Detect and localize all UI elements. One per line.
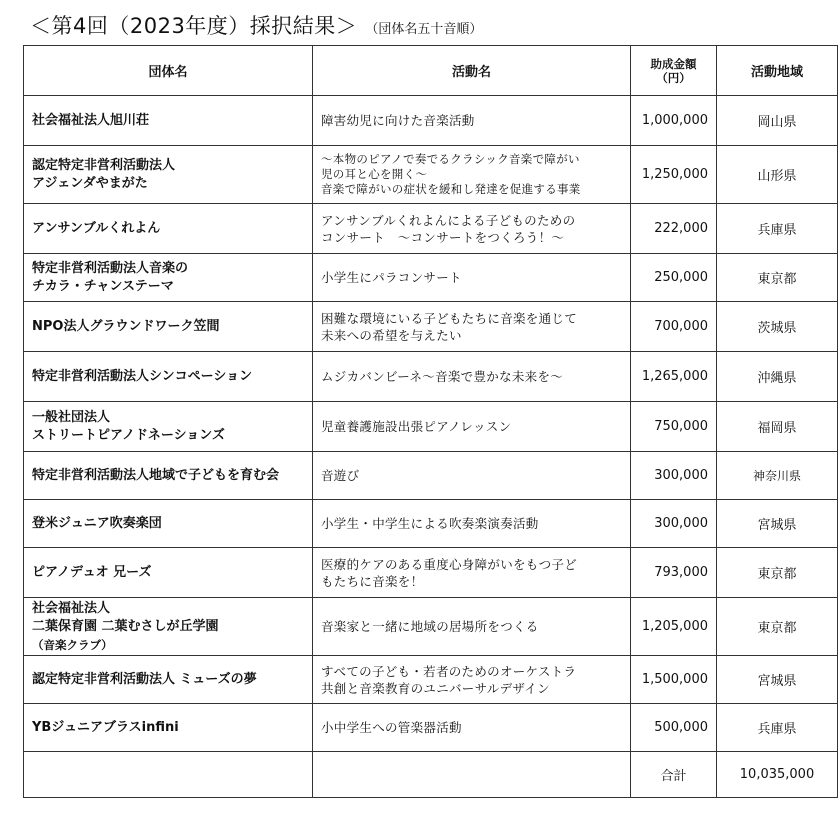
activity-line: 小学生・中学生による吹奏楽演奏活動 (321, 516, 539, 531)
table-row (24, 254, 838, 302)
org-name-line: 認定特定非営利活動法人 (32, 157, 176, 173)
region-cell: 宮城県 (717, 500, 838, 548)
table-row (24, 548, 838, 598)
region-cell: 東京都 (717, 254, 838, 302)
amount-cell: 300,000 (631, 452, 717, 500)
table-row (24, 352, 838, 402)
activity-cell (313, 548, 631, 598)
region-cell: 沖縄県 (717, 352, 838, 402)
amount-cell: 500,000 (631, 704, 717, 752)
amount-cell: 1,205,000 (631, 598, 717, 656)
page-header (30, 10, 482, 40)
activity-line: 音遊び (321, 468, 360, 483)
table-row (24, 204, 838, 254)
region-cell: 兵庫県 (717, 204, 838, 254)
activity-line: 小中学生への管楽器活動 (321, 720, 462, 735)
amount-cell: 1,265,000 (631, 352, 717, 402)
org-name-line: 社会福祉法人 (32, 600, 111, 616)
org-name-line: 特定非営利活動法人地域で子どもを育む会 (32, 467, 280, 483)
region-cell: 茨城県 (717, 302, 838, 352)
org-name-sub: （音楽クラブ） (32, 637, 113, 652)
region-cell: 山形県 (717, 146, 838, 204)
region-cell: 兵庫県 (717, 704, 838, 752)
activity-line: すべての子ども・若者のためのオーケストラ (321, 663, 577, 679)
table-header-row (24, 46, 838, 96)
org-name-line: アジェンダやまがた (32, 175, 148, 191)
org-name-line: アンサンブルくれよん (32, 220, 161, 236)
org-name-line: 認定特定非営利活動法人 ミューズの夢 (32, 671, 257, 687)
table-row (24, 656, 838, 704)
page-title: ＜第4回（2023年度）採択結果＞ (30, 14, 358, 38)
table-row (24, 96, 838, 146)
total-empty-activity (313, 752, 631, 798)
org-cell (24, 548, 313, 598)
activity-line: 困難な環境にいる子どもたちに音楽を通じて (321, 310, 578, 326)
activity-line: 児童養護施設出張ピアノレッスン (321, 419, 512, 434)
header-org: 団体名 (24, 46, 313, 96)
header-amount (631, 46, 717, 96)
total-label: 合計 (631, 752, 717, 798)
org-name-line: 二葉保育園 二葉むさしが丘学園 (32, 618, 219, 634)
org-cell (24, 500, 313, 548)
region-cell: 宮城県 (717, 656, 838, 704)
amount-cell: 300,000 (631, 500, 717, 548)
activity-cell (313, 352, 631, 402)
activity-line: もたちに音楽を！ (321, 573, 424, 589)
region-cell: 神奈川県 (717, 452, 838, 500)
table-row (24, 704, 838, 752)
table-row (24, 402, 838, 452)
header-activity: 活動名 (313, 46, 631, 96)
table-row (24, 146, 838, 204)
activity-line: 未来への希望を与えたい (321, 327, 462, 343)
activity-cell (313, 204, 631, 254)
activity-cell (313, 96, 631, 146)
activity-line: ムジカバンビーネ～音楽で豊かな未来を～ (321, 369, 564, 384)
header-amount-line1: 助成金額 (650, 56, 697, 71)
org-name-line: 登米ジュニア吹奏楽団 (32, 515, 162, 531)
org-cell (24, 254, 313, 302)
org-cell (24, 704, 313, 752)
table-row (24, 598, 838, 656)
amount-cell: 793,000 (631, 548, 717, 598)
activity-line: コンサート ～コンサートをつくろう！～ (321, 229, 565, 245)
org-cell (24, 96, 313, 146)
results-table (23, 45, 838, 798)
org-name-line: ピアノデュオ 兄ーズ (32, 564, 152, 580)
activity-line: ～本物のピアノで奏でるクラシック音楽で障がい (321, 152, 580, 166)
activity-cell (313, 452, 631, 500)
activity-cell (313, 500, 631, 548)
total-row (24, 752, 838, 798)
table-row (24, 500, 838, 548)
activity-line: 共創と音楽教育のユニバーサルデザイン (321, 680, 550, 696)
amount-cell: 750,000 (631, 402, 717, 452)
header-region: 活動地域 (717, 46, 838, 96)
activity-line: 音楽家と一緒に地域の居場所をつくる (321, 619, 539, 634)
org-cell (24, 656, 313, 704)
org-name-line: YBジュニアブラスinfini (32, 719, 179, 735)
org-cell (24, 352, 313, 402)
region-cell: 東京都 (717, 548, 838, 598)
org-name-line: 一般社団法人 (32, 409, 111, 425)
amount-cell: 250,000 (631, 254, 717, 302)
org-cell (24, 402, 313, 452)
amount-cell: 1,250,000 (631, 146, 717, 204)
table-row (24, 452, 838, 500)
amount-cell: 1,000,000 (631, 96, 717, 146)
org-name-line: チカラ・チャンステーマ (32, 278, 174, 294)
page-subtitle: （団体名五十音順） (365, 22, 483, 37)
org-name-line: 特定非営利活動法人音楽の (32, 260, 189, 276)
region-cell: 東京都 (717, 598, 838, 656)
total-empty-org (24, 752, 313, 798)
org-cell (24, 598, 313, 656)
org-cell (24, 452, 313, 500)
activity-line: 障害幼児に向けた音楽活動 (321, 113, 475, 128)
org-cell (24, 146, 313, 204)
activity-line: 音楽で障がいの症状を緩和し発達を促進する事業 (321, 182, 581, 196)
activity-cell (313, 598, 631, 656)
org-name-line: NPO法人グラウンドワーク笠間 (32, 318, 220, 334)
activity-cell (313, 146, 631, 204)
table-row (24, 302, 838, 352)
activity-cell (313, 402, 631, 452)
amount-cell: 222,000 (631, 204, 717, 254)
activity-cell (313, 254, 631, 302)
org-cell (24, 302, 313, 352)
org-name-line: 社会福祉法人旭川荘 (32, 112, 150, 128)
activity-cell (313, 704, 631, 752)
header-amount-line2: （円） (656, 70, 691, 85)
activity-cell (313, 656, 631, 704)
activity-line: 医療的ケアのある重度心身障がいをもつ子ど (321, 556, 578, 572)
amount-cell: 700,000 (631, 302, 717, 352)
org-name-line: ストリートピアノドネーションズ (32, 427, 225, 443)
activity-line: アンサンブルくれよんによる子どものための (321, 212, 576, 228)
activity-line: 小学生にパラコンサート (321, 270, 462, 285)
amount-cell: 1,500,000 (631, 656, 717, 704)
total-value: 10,035,000 (717, 752, 838, 798)
region-cell: 岡山県 (717, 96, 838, 146)
activity-line: 児の耳と心を開く～ (321, 167, 428, 181)
region-cell: 福岡県 (717, 402, 838, 452)
activity-cell (313, 302, 631, 352)
org-cell (24, 204, 313, 254)
org-name-line: 特定非営利活動法人シンコペーション (32, 368, 253, 384)
